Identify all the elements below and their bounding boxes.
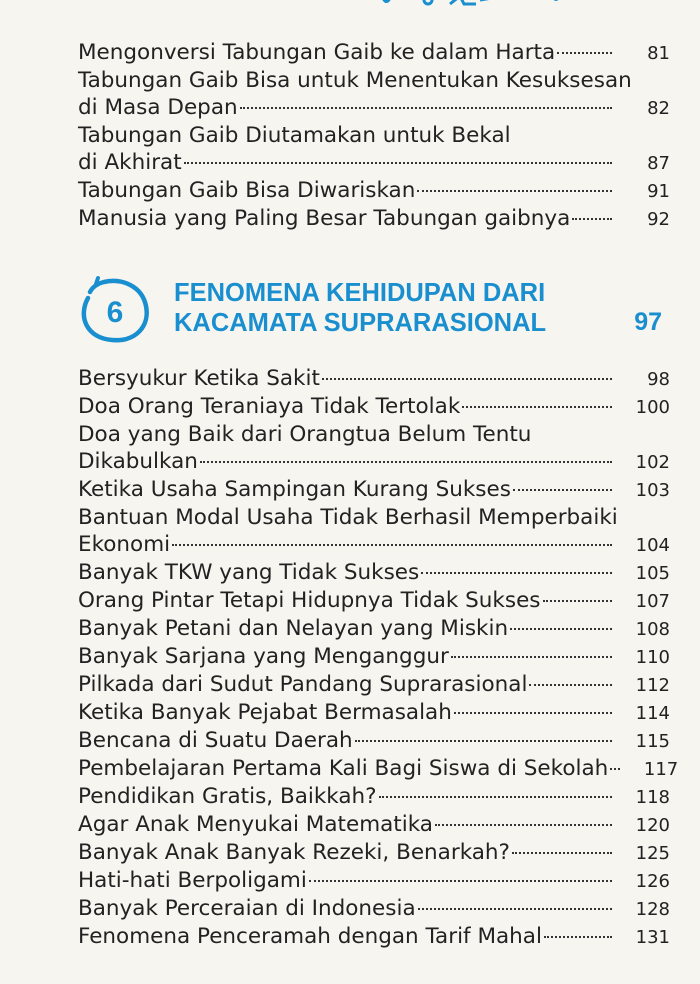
chapter-number: 6 bbox=[106, 296, 124, 329]
toc-entry-page: 91 bbox=[647, 181, 670, 202]
toc-entry-title: Banyak Sarjana yang Menganggur bbox=[78, 644, 449, 669]
dot-leader bbox=[557, 52, 612, 54]
toc-entry-page: 98 bbox=[647, 369, 670, 390]
toc-entry-row bbox=[78, 476, 670, 504]
toc-entry-title: Orang Pintar Tetapi Hidupnya Tidak Sukses bbox=[78, 588, 541, 613]
dot-leader bbox=[529, 684, 612, 686]
dot-leader bbox=[462, 406, 612, 408]
toc-entry-title: Dikabulkan bbox=[78, 449, 198, 474]
toc-entry-row bbox=[78, 643, 670, 671]
dot-leader bbox=[418, 908, 612, 910]
dot-leader bbox=[355, 740, 612, 742]
toc-entry-page: 125 bbox=[635, 843, 670, 864]
toc-entry-page: 112 bbox=[635, 675, 670, 696]
toc-entry bbox=[78, 699, 670, 727]
dot-leader bbox=[309, 880, 612, 882]
dot-leader bbox=[417, 190, 612, 192]
chapter-number-badge bbox=[74, 272, 154, 346]
toc-entry-page: 104 bbox=[635, 535, 670, 556]
toc-entry bbox=[78, 122, 670, 177]
toc-entry bbox=[78, 504, 670, 559]
chapter-page-number: 97 bbox=[634, 308, 662, 336]
toc-entry bbox=[78, 587, 670, 615]
toc-entry-title: di Masa Depan bbox=[78, 95, 238, 120]
toc-entry-page: 114 bbox=[635, 703, 670, 724]
toc-entry-row bbox=[78, 895, 670, 923]
toc-entry-page: 128 bbox=[635, 899, 670, 920]
toc-entry-page: 110 bbox=[635, 647, 670, 668]
toc-entry-title-line: Tabungan Gaib Diutamakan untuk Bekal bbox=[78, 123, 511, 148]
toc-entry-page: 118 bbox=[635, 787, 670, 808]
toc-entry-row bbox=[78, 867, 670, 895]
toc-entry-title: di Akhirat bbox=[78, 150, 182, 175]
toc-entry-row bbox=[78, 393, 670, 421]
toc-entry-title: Banyak Anak Banyak Rezeki, Benarkah? bbox=[78, 840, 510, 865]
toc-entry-row bbox=[78, 177, 670, 205]
toc-entry bbox=[78, 895, 670, 923]
toc-entry-title: Agar Anak Menyukai Matematika bbox=[78, 812, 433, 837]
toc-entry-title: Pendidikan Gratis, Baikkah? bbox=[78, 784, 377, 809]
toc-entry-title: Mengonversi Tabungan Gaib ke dalam Harta bbox=[78, 40, 556, 65]
dot-leader bbox=[544, 936, 612, 938]
toc-entry bbox=[78, 839, 670, 867]
toc-entry-title: Banyak Petani dan Nelayan yang Miskin bbox=[78, 616, 509, 641]
dot-leader bbox=[572, 218, 612, 220]
dot-leader bbox=[421, 572, 612, 574]
dot-leader bbox=[172, 544, 612, 546]
dot-leader bbox=[512, 852, 612, 854]
toc-entry bbox=[78, 476, 670, 504]
chapter-title bbox=[174, 278, 546, 338]
toc-entry-page: 102 bbox=[635, 452, 670, 473]
dot-leader bbox=[200, 461, 612, 463]
toc-entry-row bbox=[78, 727, 670, 755]
circle-badge-icon bbox=[74, 272, 154, 346]
toc-entry bbox=[78, 727, 670, 755]
dot-leader bbox=[513, 489, 612, 491]
dot-leader bbox=[435, 824, 612, 826]
chapter-title-line1: FENOMENA KEHIDUPAN DARI bbox=[174, 279, 546, 307]
toc-entry bbox=[78, 421, 670, 476]
toc-entry-title: Ekonomi bbox=[78, 532, 171, 557]
toc-entry bbox=[78, 67, 670, 122]
toc-top-section bbox=[78, 39, 670, 233]
dot-leader bbox=[451, 656, 612, 658]
toc-entry-title: Banyak TKW yang Tidak Sukses bbox=[78, 560, 420, 585]
toc-entry-title: Hati-hati Berpoligami bbox=[78, 868, 307, 893]
toc-entry-row bbox=[78, 94, 670, 122]
chapter-title-line2: KACAMATA SUPRARASIONAL bbox=[174, 309, 547, 337]
toc-entry-title: Fenomena Penceramah dengan Tarif Mahal bbox=[78, 924, 542, 949]
toc-entry-title: Pembelajaran Pertama Kali Bagi Siswa di Sekolah bbox=[78, 756, 609, 781]
dot-leader bbox=[610, 768, 620, 770]
toc-entry bbox=[78, 39, 670, 67]
toc-entry-page: 131 bbox=[635, 927, 670, 948]
toc-entry bbox=[78, 205, 670, 233]
toc-entry-row bbox=[78, 448, 670, 476]
toc-entry bbox=[78, 671, 670, 699]
toc-entry-row bbox=[78, 923, 670, 951]
toc-entry bbox=[78, 615, 670, 643]
toc-entry bbox=[78, 923, 670, 951]
toc-chapter-section bbox=[78, 365, 679, 951]
toc-entry-page: 81 bbox=[647, 43, 670, 64]
toc-entry-title-line: Bantuan Modal Usaha Tidak Berhasil Memperbaiki bbox=[78, 505, 618, 530]
toc-entry-row bbox=[78, 365, 670, 393]
toc-entry-page: 87 bbox=[647, 153, 670, 174]
dot-leader bbox=[543, 600, 612, 602]
dot-leader bbox=[184, 162, 612, 164]
toc-entry-title: Ketika Usaha Sampingan Kurang Sukses bbox=[78, 477, 511, 502]
toc-entry-row bbox=[78, 205, 670, 233]
toc-entry-page: 120 bbox=[635, 815, 670, 836]
toc-entry-title: Pilkada dari Sudut Pandang Suprarasional bbox=[78, 672, 528, 697]
toc-entry-row bbox=[78, 783, 670, 811]
toc-entry-page: 115 bbox=[635, 731, 670, 752]
toc-entry-title: Ketika Banyak Pejabat Bermasalah bbox=[78, 700, 452, 725]
dot-leader bbox=[454, 712, 612, 714]
toc-entry-row bbox=[78, 615, 670, 643]
toc-entry bbox=[78, 755, 679, 783]
toc-entry bbox=[78, 365, 670, 393]
toc-entry-title: Banyak Perceraian di Indonesia bbox=[78, 896, 416, 921]
toc-entry-title: Tabungan Gaib Bisa Diwariskan bbox=[78, 178, 416, 203]
toc-entry-row bbox=[78, 755, 679, 783]
toc-entry-title-line: Doa yang Baik dari Orangtua Belum Tentu bbox=[78, 422, 532, 447]
toc-entry-row bbox=[78, 671, 670, 699]
toc-entry-page: 103 bbox=[635, 480, 670, 501]
toc-entry-row bbox=[78, 39, 670, 67]
dot-leader bbox=[322, 378, 612, 380]
toc-entry-row bbox=[78, 699, 670, 727]
toc-entry-page: 92 bbox=[647, 209, 670, 230]
toc-entry bbox=[78, 177, 670, 205]
toc-entry-row bbox=[78, 587, 670, 615]
toc-entry bbox=[78, 783, 670, 811]
toc-entry bbox=[78, 867, 670, 895]
doodle-icon bbox=[380, 0, 570, 12]
dot-leader bbox=[240, 107, 612, 109]
toc-entry-title: Bencana di Suatu Daerah bbox=[78, 728, 353, 753]
toc-entry-page: 100 bbox=[635, 397, 670, 418]
dot-leader bbox=[379, 796, 612, 798]
toc-entry-title: Doa Orang Teraniaya Tidak Tertolak bbox=[78, 394, 461, 419]
toc-entry-row bbox=[78, 531, 670, 559]
toc-entry-row bbox=[78, 839, 670, 867]
dot-leader bbox=[510, 628, 612, 630]
toc-entry-page: 107 bbox=[635, 591, 670, 612]
top-decoration bbox=[380, 0, 570, 12]
toc-entry-page: 126 bbox=[635, 871, 670, 892]
chapter-header bbox=[74, 272, 674, 352]
toc-entry bbox=[78, 559, 670, 587]
toc-entry-page: 82 bbox=[647, 98, 670, 119]
toc-entry-page: 105 bbox=[635, 563, 670, 584]
toc-entry-page: 117 bbox=[643, 759, 679, 780]
toc-entry-title: Bersyukur Ketika Sakit bbox=[78, 366, 320, 391]
toc-entry-title-line: Tabungan Gaib Bisa untuk Menentukan Kesuksesan bbox=[78, 68, 632, 93]
toc-entry-row bbox=[78, 559, 670, 587]
toc-entry-row bbox=[78, 811, 670, 839]
toc-entry-row bbox=[78, 149, 670, 177]
toc-entry-title: Manusia yang Paling Besar Tabungan gaibnya bbox=[78, 206, 571, 231]
toc-entry-page: 108 bbox=[635, 619, 670, 640]
toc-entry bbox=[78, 811, 670, 839]
toc-entry bbox=[78, 643, 670, 671]
toc-entry bbox=[78, 393, 670, 421]
